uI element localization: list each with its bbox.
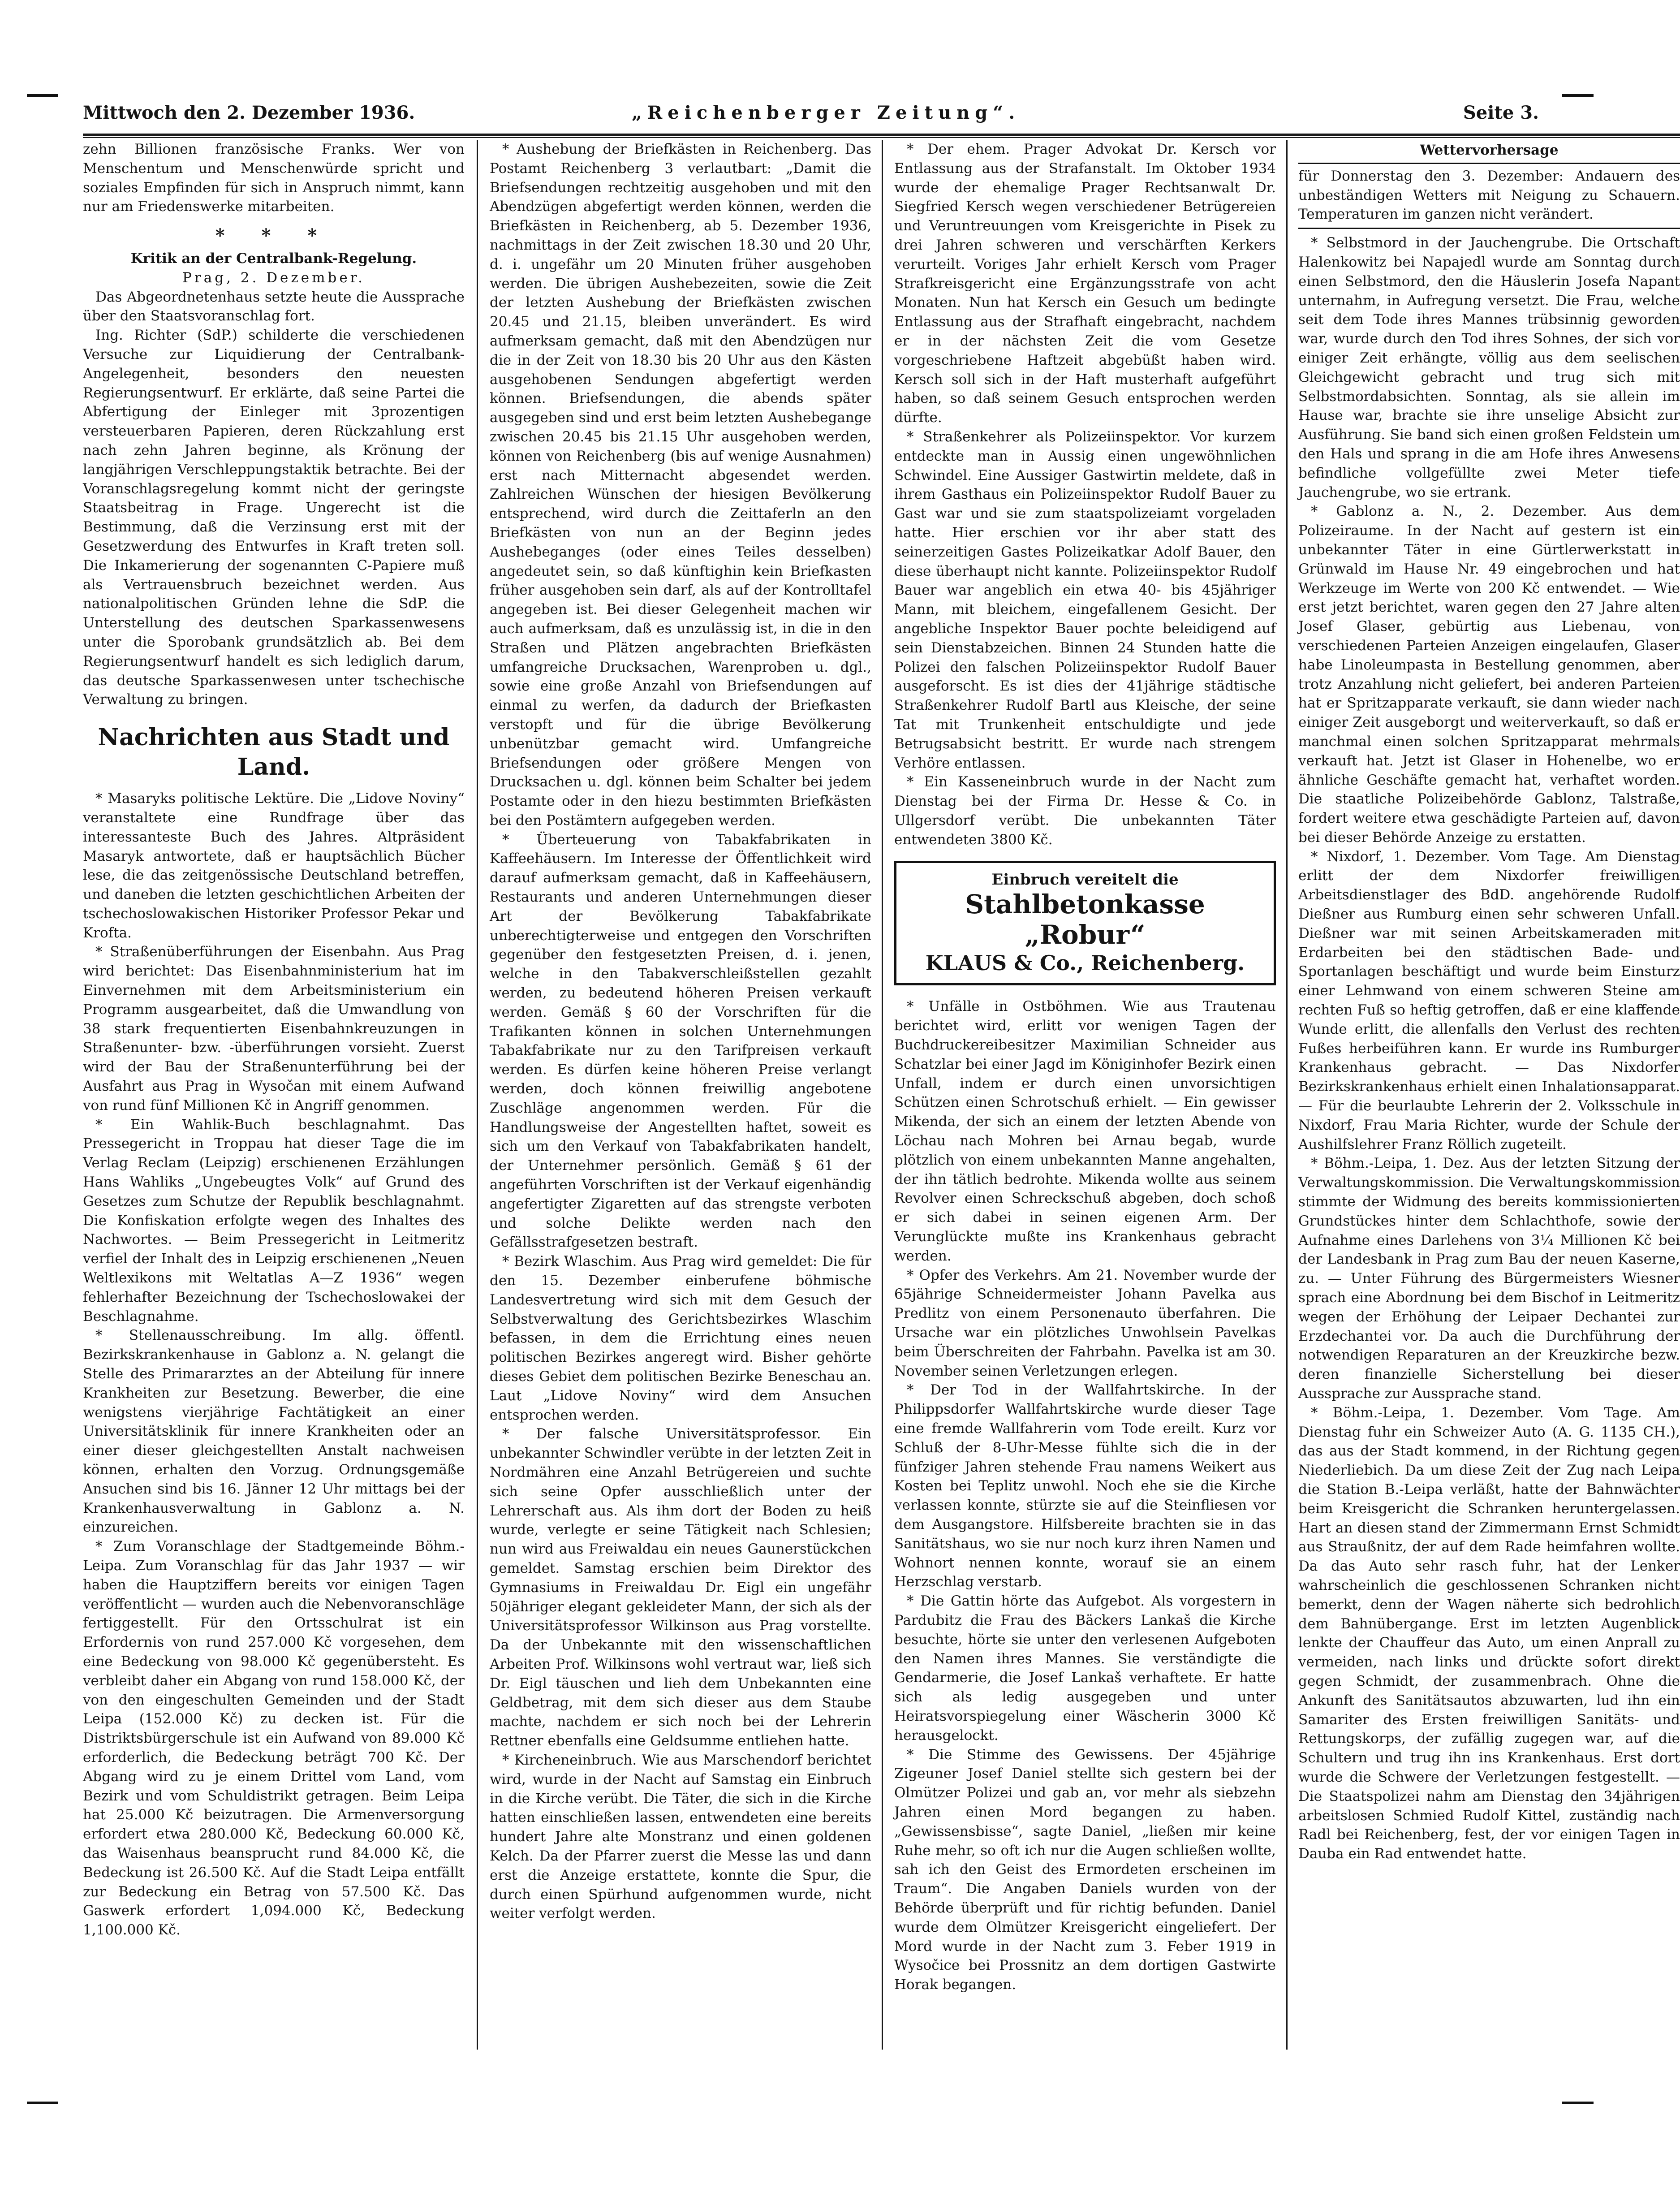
newspaper-title: „Reichenberger Zeitung“. [632,102,1021,123]
article-paragraph: Ing. Richter (SdP.) schilderte die verschiedenen Versuche zur Liquidierung der Centralbank-Angelegenheit, besonders den neuesten Regierungsentwurf. Er erklärte, daß seine Partei die Abfertigung der Einleger mit 3prozentigen versteuerbaren Papieren, deren Rückzahlung erst nach zehn Jahren beginne, als Krönung der langjährigen Verschleppungstaktik betrachte. Bei der Voranschlagsregelung kommt nicht der geringste Staatsbeitrag in Frage. Ungerecht ist die Bestimmung, daß die Verzinsung erst mit der Gesetzwerdung des Entwurfes in Kraft treten soll. Die Inkamerierung der sogenannten C-Papiere muß als Vertrauensbruch bezeichnet werden. Aus nationalpolitischen Gründen lehne die SdP. die Unterstellung des deutschen Sparkassenwesens unter die Sporobank grundsätzlich ab. Bei dem Regierungsentwurf handelt es sich lediglich darum, das deutsche Sparkassenwesen unter tschechische Verwaltung zu bringen. [83,327,465,708]
news-item: * Kircheneinbruch. Wie aus Marschendorf berichtet wird, wurde in der Nacht auf Samstag ein Einbruch in die Kirche verübt. Die Täter, die sich in die Kirche hatten einschließen lassen, entwendeten eine bereits hundert Jahre alte Monstranz und einen goldenen Kelch. Da der Pfarrer zuerst die Messe las und dann erst die Anzeige erstattete, konnte die Spur, die durch einen Spürhund aufgenommen wurde, nicht weiter verfolgt werden. [490,1752,871,1922]
scan-mark-bottom-left [27,2102,58,2104]
page-number: Seite 3. [1463,102,1539,123]
news-item: * Stellenausschreibung. Im allg. öffentl. Bezirkskrankenhause in Gablonz a. N. gelangt die Stelle des Primararztes an der Abteilung für innere Krankheiten zur Besetzung. Bewerber, die eine wenigstens vierjährige Fachtätigkeit an einer Universitätsklinik für innere Krankheiten oder an einer dieser gleichgestellten Anstalt nachweisen können, erhalten den Vorzug. Ordnungsgemäße Ansuchen sind bis 16. Jänner 12 Uhr mittags bei der Krankenhausverwaltung in Gablonz a. N. einzureichen. [83,1327,465,1536]
news-item: * Ein Wahlik-Buch beschlagnahmt. Das Pressegericht in Troppau hat dieser Tage die im Verlag Reclam (Leipzig) erschienenen Erzählungen Hans Wahliks „Ungebeugtes Volk“ auf Grund des Gesetzes zum Schutze der Republik beschlagnahmt. Die Konfiskation erfolgte wegen des Inhaltes des Nachwortes. — Beim Pressegericht in Leitmeritz verfiel der Inhalt des in Leipzig erschienenen „Neuen Weltlexikons mit Weltatlas A—Z 1936“ wegen fehlerhafter Bezeichnung der Tschechoslowakei der Beschlagnahme. [83,1116,465,1325]
news-item: * Masaryks politische Lektüre. Die „Lidove Noviny“ veranstaltete eine Rundfrage über das interessanteste Buch des Jahres. Altpräsident Masaryk antwortete, daß er hauptsächlich Bücher lese, die das zeitgenössische Deutschland betreffen, und daneben die letzten geschichtlichen Arbeiten der tschechoslowakischen Historiker Professor Pekar und Krofta. [83,790,465,941]
column-4 [1298,140,1680,2050]
advertisement-box [894,861,1276,985]
column-divider-1 [477,140,478,2050]
column-divider-2 [882,140,883,2050]
news-item: * Böhm.-Leipa, 1. Dezember. Vom Tage. Am Dienstag fuhr ein Schweizer Auto (A. G. 1135 CH.), das aus der Stadt kommend, in der Richtung gegen Niederliebich. Da um diese Zeit der Zug nach Leipa die Station B.-Leipa verläßt, hatte der Bahnwächter beim Kreisgericht die Schranken heruntergelassen. Hart an diesen stand der Zimmermann Ernst Schmidt aus Straußnitz, der auf dem Rade heimfahren wollte. Da das Auto sehr rasch fuhr, hat der Lenker wahrscheinlich die geschlossenen Schranken nicht bemerkt, denn der Wagen näherte sich bedrohlich dem Bahnübergange. Erst im letzten Augenblick lenkte der Chauffeur das Auto, um einen Anprall zu vermeiden, nach links und drückte sofort direkt gegen Schmidt, der zusammenbrach. Ohne die Ankunft des Sanitätsautos abzuwarten, lud ihn ein Samariter des Ersten freiwilligen Sanitäts- und Rettungskorps, der zufällig zugegen war, auf die Schultern und trug ihn ins Krankenhaus. Erst dort wurde die Schwere der Verletzungen festgestellt. — Die Staatspolizei nahm am Dienstag den 34jährigen arbeitslosen Schmied Rudolf Kittel, zuständig nach Radl bei Reichenberg, fest, der vor einigen Tagen in Dauba ein Rad entwendet hatte. [1298,1404,1680,1862]
news-item: * Die Gattin hörte das Aufgebot. Als vorgestern in Pardubitz die Frau des Bäckers Lankaš die Kirche besuchte, hörte sie unter den verlesenen Aufgeboten den Namen ihres Mannes. Sie verständigte die Gendarmerie, die Josef Lankaš verhaftete. Er hatte sich als ledig ausgegeben und unter Heiratsvorspiegelung einer Wäscherin 3000 Kč herausgelockt. [894,1593,1276,1744]
separator-stars: * * * [215,225,332,246]
news-item: * Böhm.-Leipa, 1. Dez. Aus der letzten Sitzung der Verwaltungskommission. Die Verwaltungskommission stimmte der Widmung des bereits kommissionierten Grundstückes hinter dem Schlachthofe, sowie der Aufnahme eines Darlehens von 3¼ Millionen Kč bei der Landesbank in Prag zum Bau der neuen Kaserne, zu. — Unter Führung des Bürgermeisters Wiesner sprach eine Abordnung bei dem Bischof in Leitmeritz wegen der Erhöhung der Leipaer Dechantei zur Erzdechantei vor. Da auch die Durchführung der notwendigen Reparaturen an der Kreuzkirche bezw. deren finanzielle Sicherstellung bei dieser Aussprache zur Aussprache stand. [1298,1155,1680,1402]
news-item: * Der falsche Universitätsprofessor. Ein unbekannter Schwindler verübte in der letzten Zeit in Nordmähren eine Anzahl Betrügereien und suchte sich seine Opfer ausschließlich unter der Lehrerschaft aus. Als ihm dort der Boden zu heiß wurde, verlegte er seine Tätigkeit nach Schlesien; nun wird aus Freiwaldau ein neues Gaunerstückchen gemeldet. Samstag erschien beim Direktor des Gymnasiums in Freiwaldau Dr. Eigl ein ungefähr 50jähriger elegant gekleideter Mann, der sich als der Universitätsprofessor Wilkinson aus Prag vorstellte. Da der Unbekannte mit den wissenschaftlichen Arbeiten Prof. Wilkinsons wohl vertraut war, ließ sich Dr. Eigl täuschen und lieh dem Unbekannten eine Geldbetrag, mit dem sich dieser aus dem Staube machte, nachdem er sich noch bei der Lehrerin Rettner ebenfalls eine Geldsumme entliehen hatte. [490,1426,871,1749]
news-item: * Überteuerung von Tabakfabrikaten in Kaffeehäusern. Im Interesse der Öffentlichkeit wird darauf aufmerksam gemacht, daß in Kaffeehäusern, Restaurants und anderen Unternehmungen dieser Art der Bevölkerung Tabakfabrikate unberechtigterweise und entgegen den Vorschriften gegenüber den festgesetzten Preisen, d. i. jenen, welche in den Tabakverschleißstellen gezahlt werden, zu bedeutend höheren Preisen verkauft werden. Gemäß § 60 der Vorschriften für die Trafikanten können in solchen Unternehmungen Tabakfabrikate nur zu den Tarifpreisen verkauft werden. Es dürfen keine höheren Preise verlangt werden, doch können freiwillig angebotene Zuschläge angenommen werden. Für die Handlungsweise der Angestellten haftet, soweit es sich um den Verkauf von Tabakfabrikaten handelt, der Unternehmer persönlich. Gemäß § 61 der angeführten Vorschriften ist der Verkauf eigenhändig angefertigter Zigaretten auf das strengste verboten und solche Delikte werden nach den Gefällsstrafgesetzen bestraft. [490,831,871,1251]
news-item: * Unfälle in Ostböhmen. Wie aus Trautenau berichtet wird, erlitt vor wenigen Tagen der Buchdruckereibesitzer Maximilian Schneider aus Schatzlar bei einer Jagd im Königinhofer Bezirk einen Unfall, indem er durch einen unvorsichtigen Schützen einen Schrotschuß erhielt. — Ein gewisser Mikenda, der sich an einem der letzten Abende von Löchau nach Mohren bei Arnau begab, wurde plötzlich von einem unbekannten Manne angehalten, der ihn tätlich bedrohte. Mikenda wollte aus seinem Revolver einen Schreckschuß abgeben, doch schoß er sich dabei in seinen eigenen Arm. Der Verunglückte mußte ins Krankenhaus gebracht werden. [894,998,1276,1264]
news-item: * Bezirk Wlaschim. Aus Prag wird gemeldet: Die für den 15. Dezember einberufene böhmische Landesvertretung wird sich mit dem Gesuch der Selbstverwaltung des Gerichtsbezirkes Wlaschim befassen, in dem die Errichtung eines neuen politischen Bezirkes angeregt wird. Bisher gehörte dieses Gebiet dem politischen Bezirke Beneschau an. Laut „Lidove Noviny“ wird dem Ansuchen entsprochen werden. [490,1253,871,1423]
news-item: * Straßenüberführungen der Eisenbahn. Aus Prag wird berichtet: Das Eisenbahnministerium hat im Einvernehmen mit dem Arbeitsministerium ein Programm ausgearbeitet, daß die Umwandlung von 38 stark frequentierten Eisenbahnkreuzungen in Straßenunter- bzw. -überführungen vorsieht. Zuerst wird der Bau der Straßenunterführung bei der Ausfahrt aus Prag in Wysočan mit einem Aufwand von rund fünf Millionen Kč in Angriff genommen. [83,944,465,1114]
header-rule [83,134,1680,136]
news-item: * Selbstmord in der Jauchengrube. Die Ortschaft Halenkowitz bei Napajedl wurde am Sonntag durch einen Selbstmord, den die Häuslerin Josefa Napant unternahm, in Aufregung versetzt. Die Frau, welche seit dem Tode ihres Mannes trübsinnig geworden war, wurde durch den Tod ihres Sohnes, der sich vor einiger Zeit erhängte, völlig aus dem seelischen Gleichgewicht gebracht und trug sich mit Selbstmordabsichten. Sonntag, als sie allein im Hause war, brachte sie ihre unselige Absicht zur Ausführung. Sie band sich einen großen Feldstein um den Hals und sprang in die am Hofe ihres Anwesens befindliche vollgefüllte zwei Meter tiefe Jauchengrube, wo sie ertrank. [1298,235,1680,501]
header-rule-thin [83,137,1680,138]
news-item: * Opfer des Verkehrs. Am 21. November wurde der 65jährige Schneidermeister Johann Pavelka aus Predlitz von einem Personenauto überfahren. Die Ursache war ein plötzliches Unwohlsein Pavelkas beim Überschreiten der Fahrbahn. Pavelka ist am 30. November seinen Verletzungen erlegen. [894,1267,1276,1379]
news-item: * Der ehem. Prager Advokat Dr. Kersch vor Entlassung aus der Strafanstalt. Im Oktober 1934 wurde der ehemalige Prager Rechtsanwalt Dr. Siegfried Kersch wegen verschiedener Betrügereien und Veruntreuungen vom Kreisgerichte in Pisek zu drei Jahren schweren und verschärften Kerkers verurteilt. Voriges Jahr erhielt Kersch vom Prager Strafkreisgericht eine Ergänzungsstrafe von acht Monaten. Nun hat Kersch ein Gesuch um bedingte Entlassung aus der Strafhaft eingebracht, nachdem er in der nächsten Zeit die vom Gesetze vorgeschriebene Haftzeit abgebüßt haben wird. Kersch soll sich in der Haft musterhaft aufgeführt haben, so daß seinem Gesuch entsprochen werden dürfte. [894,141,1276,426]
section-heading: Nachrichten aus Stadt und Land. [98,724,450,781]
column-divider-3 [1286,140,1288,2050]
issue-date: Mittwoch den 2. Dezember 1936. [83,102,415,123]
ad-line-1: Einbruch vereitelt die [991,871,1179,889]
news-item: * Straßenkehrer als Polizeiinspektor. Vor kurzem entdeckte man in Aussig einen ungewöhnlichen Schwindel. Eine Aussiger Gastwirtin meldete, daß in ihrem Gasthaus ein Polizeiinspektor Rudolf Bauer zu Gast war und sie zum staatspolizeiamt vorgeladen hatte. Hier erschien vor ihr aber statt des seinerzeitigen Gastes Polizeikatkar Adolf Bauer, den diese überhaupt nicht kannte. Polizeiinspektor Rudolf Bauer war angeblich ein etwa 40- bis 45jähriger Mann, mit bleichem, eingefallenem Gesicht. Der angebliche Inspektor Bauer pochte beleidigend auf sein Dienstabzeichen. Binnen 24 Stunden hatte die Polizei den falschen Polizeiinspektor Rudolf Bauer ausgeforscht. Es ist dies der 41jährige städtische Straßenkehrer Rudolf Bartl aus Kleische, der seine Tat mit Trunkenheit entschuldigte und jede Betrugsabsicht bestritt. Er wurde nach strengem Verhöre entlassen. [894,428,1276,771]
scan-mark-right [1562,94,1594,97]
news-item: * Nixdorf, 1. Dezember. Vom Tage. Am Dienstag erlitt der dem Nixdorfer freiwilligen Arbeitsdienstlager des BdD. angehörende Rudolf Dießner aus Rumburg einen sehr schweren Unfall. Dießner war mit seinen Arbeitskameraden mit Erdarbeiten bei den städtischen Bade- und Sportanlagen beschäftigt und wurde beim Einsturz einer Lehmwand von einem schweren Steine am rechten Fuß so heftig getroffen, daß er eine klaffende Wunde erlitt, die allenfalls den Verlust des rechten Fußes herbeiführen kann. Er wurde ins Rumburger Krankenhaus gebracht. — Das Nixdorfer Bezirkskrankenhaus erhielt einen Inhalationsapparat. — Für die beurlaubte Lehrerin der 2. Volksschule in Nixdorf, Frau Maria Richter, wurde der Schule der Aushilfslehrer Franz Röllich zugeteilt. [1298,848,1680,1152]
weather-forecast: für Donnerstag den 3. Dezember: Andauern des unbeständigen Wetters mit Neigung zu Schauern. Temperaturen im ganzen nicht verändert. [1298,167,1680,229]
news-item: * Der Tod in der Wallfahrtskirche. In der Philippsdorfer Wallfahrtskirche wurde dieser Tage eine fremde Wallfahrerin vom Tode ereilt. Kurz vor Schluß der 8-Uhr-Messe fühlte sich die in der fünfziger Jahren stehende Frau namens Weikert aus Kosten bei Teplitz unwohl. Noch ehe sie die Kirche verlassen konnte, stürzte sie auf die Steinfliesen vor dem Ausgangstore. Hilfsbereite brachten sie in das Sanitätshaus, wo sie nur noch kurz ihren Namen und Wohnort nennen konnte, worauf sie an einem Herzschlag verstarb. [894,1382,1276,1590]
weather-heading: Wettervorhersage [1298,140,1680,164]
ad-line-2: Stahlbetonkasse „Robur“ [965,889,1205,950]
scan-mark-left [27,94,58,97]
ad-line-3: KLAUS & Co., Reichenberg. [925,951,1245,975]
news-item: * Die Stimme des Gewissens. Der 45jährige Zigeuner Josef Daniel stellte sich gestern bei der Olmützer Polizei und gab an, vor mehr als siebzehn Jahren einen Mord begangen zu haben. „Gewissensbisse“, sagte Daniel, „ließen mir keine Ruhe mehr, so oft ich nur die Augen schließen wollte, sah ich den Geist des Ermordeten erscheinen im Traum“. Die Angaben Daniels wurden von der Behörde überprüft und für richtig befunden. Daniel wurde dem Olmützer Kreisgericht eingeliefert. Der Mord wurde in der Nacht zum 3. Feber 1919 in Wysočice bei Prossnitz an dem dortigen Gastwirte Horak begangen. [894,1746,1276,1993]
news-item: * Aushebung der Briefkästen in Reichenberg. Das Postamt Reichenberg 3 verlautbart: „Damit die Briefsendungen rechtzeitig ausgehoben und mit den Abendzügen abgefertigt werden können, werden die Briefkästen in Reichenberg, ab 5. Dezember 1936, nachmittags in der Zeit zwischen 18.30 und 20 Uhr, d. i. ungefähr um 20 Minuten früher ausgehoben werden. Die übrigen Aushebezeiten, sowie die Zeit der letzten Aushebung der Briefkästen zwischen 20.45 und 21.15, bleiben unverändert. Es wird aufmerksam gemacht, daß mit den Abendzügen nur die in der Zeit von 18.30 bis 20 Uhr aus den Kästen ausgehobenen Sendungen abgefertigt werden können. Briefsendungen, die abends später ausgegeben sind und erst beim letzten Aushebegange zwischen 20.45 bis 21.15 Uhr ausgehoben werden, können von Reichenberg (bis auf wenige Ausnahmen) erst nach Mitternacht abgesendet werden. Zahlreichen Wünschen der hiesigen Bevölkerung entsprechend, wird durch die Zeittaferln an den Briefkästen von nun an der Beginn jedes Aushebeganges (oder eines Teiles desselben) angedeutet sein, so daß künftighin kein Briefkasten früher ausgehoben sein darf, als auf der Kontrolltafel angegeben ist. Bei dieser Gelegenheit machen wir auch aufmerksam, daß es unzulässig ist, in die in den Straßen und Plätzen angebrachten Briefkästen umfangreiche Drucksachen, Warenproben u. dgl., sowie eine große Anzahl von Briefsendungen auf einmal zu werfen, da dadurch der Briefkasten verstopft und für die übrige Bevölkerung unbenützbar gemacht wird. Umfangreiche Briefsendungen oder größere Mengen von Drucksachen u. dgl. können beim Schalter bei jedem Postamte oder in den hiezu bestimmten Briefkästen bei den Postämtern aufgegeben werden. [490,141,871,829]
column-2 [490,140,871,2050]
article-headline: Kritik an der Centralbank-Regelung. [130,250,417,267]
news-item: * Ein Kasseneinbruch wurde in der Nacht zum Dienstag bei der Firma Dr. Hesse & Co. in Ullgersdorf verübt. Die unbekannten Täter entwendeten 3800 Kč. [894,774,1276,848]
column-3 [894,140,1276,2050]
article-continuation: zehn Billionen französische Franks. Wer von Menschentum und Menschenwürde spricht und soziales Empfinden für sich in Anspruch nimmt, kann nur am Friedenswerke mitarbeiten. [83,141,465,215]
column-1 [83,140,465,2050]
article-dateline: Prag, 2. Dezember. [182,269,365,286]
scan-mark-bottom-right [1562,2102,1594,2104]
news-item: * Zum Voranschlage der Stadtgemeinde Böhm.-Leipa. Zum Voranschlag für das Jahr 1937 — wir haben die Hauptziffern bereits vor einigen Tagen veröffentlicht — wurden auch die Nebenvoranschläge fertiggestellt. Für den Ortsschulrat ist ein Erfordernis von rund 257.000 Kč vorgesehen, dem eine Bedeckung von 98.000 Kč gegenübersteht. Es verbleibt daher ein Abgang von rund 158.000 Kč, der von den eingeschulten Gemeinden und der Stadt Leipa (152.000 Kč) zu decken ist. Für die Distriktsbürgerschule ist ein Aufwand von 89.000 Kč erforderlich, die Bedeckung beträgt 700 Kč. Der Abgang wird zu je einem Drittel vom Land, vom Bezirk und vom Schuldistrikt getragen. Beim Leipa hat 25.000 Kč beizutragen. Die Armenversorgung erfordert etwa 280.000 Kč, Bedeckung 60.000 Kč, das Waisenhaus beansprucht rund 84.000 Kč, die Bedeckung ist 26.500 Kč. Auf die Stadt Leipa entfällt zur Bedeckung ein Betrag von 57.500 Kč. Das Gaswerk erfordert 1,094.000 Kč, Bedeckung 1,100.000 Kč. [83,1538,465,1938]
article-paragraph: Das Abgeordnetenhaus setzte heute die Aussprache über den Staatsvoranschlag fort. [83,289,465,324]
news-item: * Gablonz a. N., 2. Dezember. Aus dem Polizeiraume. In der Nacht auf gestern ist ein unbekannter Täter in eine Gürtlerwerkstatt in Grünwald im Hause Nr. 49 eingebrochen und hat Werkzeuge im Werte von 200 Kč entwendet. — Wie erst jetzt berichtet, waren gegen den 27 Jahre alten Josef Glaser, gebürtig aus Liebenau, von verschiedenen Parteien Anzeigen eingelaufen, Glaser habe Linoleumpasta in Bestellung genommen, aber trotz Anzahlung nicht geliefert, bei anderen Parteien hat er Spritzapparate verkauft, sie dann wieder nach einiger Zeit ausgeborgt und weiterverkauft, so daß er manchmal einen solchen Spritzapparat mehrmals verkauft hat. Jetzt ist Glaser in Hohenelbe, wo er ähnliche Geschäfte gemacht hat, verhaftet worden. Die staatliche Polizeibehörde Gablonz, Talstraße, fordert weitere etwa geschädigte Parteien auf, davon bei dieser Behörde Anzeige zu erstatten. [1298,503,1680,846]
